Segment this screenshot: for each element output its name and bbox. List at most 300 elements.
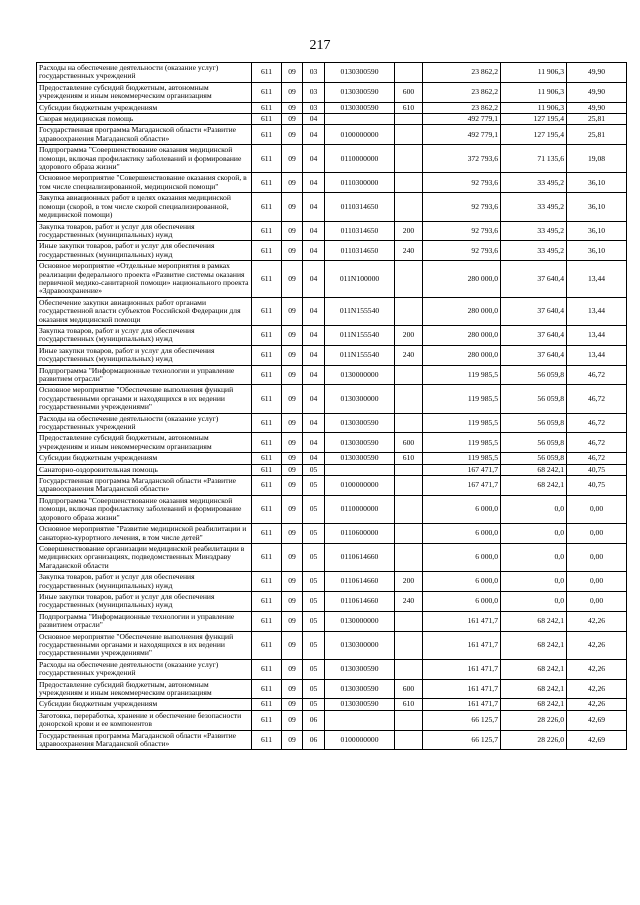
execution-percent: 42,26	[567, 659, 627, 679]
approved-amount: 23 862,2	[423, 82, 501, 102]
subsection-code: 05	[303, 476, 325, 496]
ministry-code: 611	[252, 413, 282, 433]
approved-amount: 161 471,7	[423, 659, 501, 679]
subsection-code: 04	[303, 433, 325, 453]
approved-amount: 6 000,0	[423, 495, 501, 523]
approved-amount: 492 779,1	[423, 125, 501, 145]
item-name: Основное мероприятие «Отдельные мероприятия в рамках реализации федерального проекта «Развитие системы оказания первичной медико-санитарной помощи» национального проекта «Здравоохранение»	[37, 261, 252, 298]
item-name: Расходы на обеспечение деятельности (оказание услуг) государственных учреждений	[37, 413, 252, 433]
item-name: Закупка авиационных работ в целях оказания медицинской помощи (скорой, в том числе скорой специализированной, медицинской помощи)	[37, 193, 252, 221]
approved-amount: 119 985,5	[423, 453, 501, 464]
executed-amount: 68 242,1	[501, 631, 567, 659]
approved-amount: 6 000,0	[423, 591, 501, 611]
target-article-code: 0110614660	[325, 591, 395, 611]
target-article-code: 0110314650	[325, 241, 395, 261]
expense-type-code	[395, 710, 423, 730]
target-article-code: 0130300590	[325, 699, 395, 710]
approved-amount: 492 779,1	[423, 114, 501, 125]
expense-type-code	[395, 385, 423, 413]
section-code: 09	[282, 699, 303, 710]
item-name: Государственная программа Магаданской области «Развитие здравоохранения Магаданской области»	[37, 730, 252, 750]
table-row	[37, 261, 627, 298]
executed-amount: 56 059,8	[501, 453, 567, 464]
table-row	[37, 114, 627, 125]
executed-amount: 33 495,2	[501, 173, 567, 193]
executed-amount: 127 195,4	[501, 125, 567, 145]
section-code: 09	[282, 82, 303, 102]
ministry-code: 611	[252, 591, 282, 611]
subsection-code: 04	[303, 365, 325, 385]
ministry-code: 611	[252, 464, 282, 475]
ministry-code: 611	[252, 631, 282, 659]
expense-type-code	[395, 543, 423, 571]
table-row	[37, 345, 627, 365]
execution-percent: 36,10	[567, 173, 627, 193]
ministry-code: 611	[252, 145, 282, 173]
ministry-code: 611	[252, 114, 282, 125]
ministry-code: 611	[252, 102, 282, 113]
item-name: Обеспечение закупки авиационных работ органами государственной власти субъектов Российской Федерации для оказания медицинской помощи	[37, 297, 252, 325]
executed-amount: 37 640,4	[501, 297, 567, 325]
item-name: Расходы на обеспечение деятельности (оказание услуг) государственных учреждений	[37, 659, 252, 679]
expense-type-code: 610	[395, 699, 423, 710]
item-name: Основное мероприятие "Совершенствование оказания скорой, в том числе специализированной, медицинской помощи"	[37, 173, 252, 193]
subsection-code: 06	[303, 710, 325, 730]
execution-percent: 46,72	[567, 413, 627, 433]
item-name: Подпрограмма "Информационные технологии и управление развитием отрасли"	[37, 365, 252, 385]
target-article-code: 0130300590	[325, 82, 395, 102]
ministry-code: 611	[252, 572, 282, 592]
execution-percent: 46,72	[567, 433, 627, 453]
execution-percent: 42,26	[567, 611, 627, 631]
execution-percent: 49,90	[567, 82, 627, 102]
executed-amount: 11 906,3	[501, 102, 567, 113]
section-code: 09	[282, 495, 303, 523]
executed-amount: 56 059,8	[501, 365, 567, 385]
expense-type-code: 200	[395, 572, 423, 592]
table-row	[37, 193, 627, 221]
subsection-code: 03	[303, 63, 325, 83]
ministry-code: 611	[252, 221, 282, 241]
expense-type-code	[395, 413, 423, 433]
approved-amount: 119 985,5	[423, 413, 501, 433]
executed-amount: 37 640,4	[501, 325, 567, 345]
execution-percent: 40,75	[567, 476, 627, 496]
expense-type-code: 600	[395, 433, 423, 453]
item-name: Закупка товаров, работ и услуг для обеспечения государственных (муниципальных) нужд	[37, 325, 252, 345]
table-row	[37, 679, 627, 699]
ministry-code: 611	[252, 543, 282, 571]
execution-percent: 13,44	[567, 261, 627, 298]
target-article-code: 0130300590	[325, 659, 395, 679]
section-code: 09	[282, 345, 303, 365]
table-row	[37, 524, 627, 544]
executed-amount: 68 242,1	[501, 464, 567, 475]
table-row	[37, 495, 627, 523]
subsection-code: 05	[303, 495, 325, 523]
item-name: Предоставление субсидий бюджетным, автономным учреждениям и иным некоммерческим организациям	[37, 679, 252, 699]
subsection-code: 05	[303, 611, 325, 631]
expense-type-code: 610	[395, 102, 423, 113]
approved-amount: 6 000,0	[423, 572, 501, 592]
target-article-code: 0100000000	[325, 476, 395, 496]
expense-type-code	[395, 730, 423, 750]
section-code: 09	[282, 524, 303, 544]
table-row	[37, 543, 627, 571]
table-row	[37, 173, 627, 193]
section-code: 09	[282, 591, 303, 611]
execution-percent: 36,10	[567, 221, 627, 241]
target-article-code: 0130300590	[325, 102, 395, 113]
executed-amount: 68 242,1	[501, 679, 567, 699]
section-code: 09	[282, 710, 303, 730]
executed-amount: 37 640,4	[501, 345, 567, 365]
target-article-code: 0110300000	[325, 173, 395, 193]
table-row	[37, 365, 627, 385]
expense-type-code	[395, 261, 423, 298]
approved-amount: 92 793,6	[423, 221, 501, 241]
approved-amount: 92 793,6	[423, 193, 501, 221]
target-article-code	[325, 710, 395, 730]
execution-percent: 25,81	[567, 114, 627, 125]
execution-percent: 49,90	[567, 102, 627, 113]
ministry-code: 611	[252, 125, 282, 145]
table-row	[37, 102, 627, 113]
expense-type-code	[395, 125, 423, 145]
section-code: 09	[282, 325, 303, 345]
section-code: 09	[282, 631, 303, 659]
expense-type-code: 240	[395, 591, 423, 611]
approved-amount: 6 000,0	[423, 543, 501, 571]
item-name: Основное мероприятие "Обеспечение выполнения функций государственными органами и находящихся в их ведении государственными учреждениями"	[37, 631, 252, 659]
item-name: Субсидии бюджетным учреждениям	[37, 453, 252, 464]
table-row	[37, 572, 627, 592]
execution-percent: 0,00	[567, 524, 627, 544]
execution-percent: 42,69	[567, 710, 627, 730]
approved-amount: 23 862,2	[423, 102, 501, 113]
expense-type-code	[395, 114, 423, 125]
subsection-code: 04	[303, 325, 325, 345]
subsection-code: 06	[303, 730, 325, 750]
expense-type-code: 240	[395, 241, 423, 261]
section-code: 09	[282, 173, 303, 193]
approved-amount: 280 000,0	[423, 297, 501, 325]
target-article-code: 0130000000	[325, 611, 395, 631]
executed-amount: 0,0	[501, 591, 567, 611]
executed-amount: 71 135,6	[501, 145, 567, 173]
target-article-code: 011N155540	[325, 297, 395, 325]
executed-amount: 11 906,3	[501, 63, 567, 83]
execution-percent: 0,00	[567, 495, 627, 523]
execution-percent: 42,26	[567, 699, 627, 710]
executed-amount: 0,0	[501, 495, 567, 523]
table-row	[37, 385, 627, 413]
target-article-code: 011N100000	[325, 261, 395, 298]
item-name: Государственная программа Магаданской области «Развитие здравоохранения Магаданской области»	[37, 125, 252, 145]
expense-type-code	[395, 63, 423, 83]
section-code: 09	[282, 385, 303, 413]
approved-amount: 92 793,6	[423, 241, 501, 261]
executed-amount: 56 059,8	[501, 413, 567, 433]
section-code: 09	[282, 102, 303, 113]
approved-amount: 66 125,7	[423, 710, 501, 730]
table-row	[37, 453, 627, 464]
executed-amount: 68 242,1	[501, 659, 567, 679]
subsection-code: 05	[303, 572, 325, 592]
subsection-code: 04	[303, 193, 325, 221]
execution-percent: 0,00	[567, 591, 627, 611]
ministry-code: 611	[252, 173, 282, 193]
approved-amount: 167 471,7	[423, 476, 501, 496]
expense-type-code	[395, 611, 423, 631]
execution-percent: 36,10	[567, 241, 627, 261]
execution-percent: 36,10	[567, 193, 627, 221]
target-article-code: 0100000000	[325, 125, 395, 145]
target-article-code: 0130300590	[325, 679, 395, 699]
target-article-code: 0130300590	[325, 433, 395, 453]
table-row	[37, 125, 627, 145]
expense-type-code	[395, 297, 423, 325]
subsection-code: 04	[303, 261, 325, 298]
ministry-code: 611	[252, 385, 282, 413]
executed-amount: 68 242,1	[501, 611, 567, 631]
section-code: 09	[282, 365, 303, 385]
item-name: Иные закупки товаров, работ и услуг для обеспечения государственных (муниципальных) нужд	[37, 241, 252, 261]
approved-amount: 6 000,0	[423, 524, 501, 544]
section-code: 09	[282, 241, 303, 261]
item-name: Предоставление субсидий бюджетным, автономным учреждениям и иным некоммерческим организациям	[37, 82, 252, 102]
section-code: 09	[282, 114, 303, 125]
subsection-code: 04	[303, 385, 325, 413]
target-article-code	[325, 464, 395, 475]
subsection-code: 05	[303, 524, 325, 544]
subsection-code: 04	[303, 114, 325, 125]
section-code: 09	[282, 125, 303, 145]
ministry-code: 611	[252, 82, 282, 102]
execution-percent: 46,72	[567, 385, 627, 413]
ministry-code: 611	[252, 261, 282, 298]
table-row	[37, 476, 627, 496]
ministry-code: 611	[252, 365, 282, 385]
approved-amount: 161 471,7	[423, 631, 501, 659]
subsection-code: 05	[303, 699, 325, 710]
expense-type-code	[395, 476, 423, 496]
section-code: 09	[282, 433, 303, 453]
expense-type-code: 610	[395, 453, 423, 464]
ministry-code: 611	[252, 453, 282, 464]
approved-amount: 66 125,7	[423, 730, 501, 750]
target-article-code: 0110314650	[325, 193, 395, 221]
section-code: 09	[282, 730, 303, 750]
subsection-code: 04	[303, 125, 325, 145]
execution-percent: 13,44	[567, 345, 627, 365]
table-row	[37, 82, 627, 102]
item-name: Основное мероприятие "Обеспечение выполнения функций государственными органами и находящихся в их ведении государственными учреждениями"	[37, 385, 252, 413]
ministry-code: 611	[252, 679, 282, 699]
executed-amount: 68 242,1	[501, 699, 567, 710]
expense-type-code	[395, 193, 423, 221]
execution-percent: 13,44	[567, 325, 627, 345]
executed-amount: 33 495,2	[501, 221, 567, 241]
section-code: 09	[282, 413, 303, 433]
ministry-code: 611	[252, 730, 282, 750]
ministry-code: 611	[252, 63, 282, 83]
executed-amount: 127 195,4	[501, 114, 567, 125]
subsection-code: 04	[303, 453, 325, 464]
ministry-code: 611	[252, 495, 282, 523]
execution-percent: 19,08	[567, 145, 627, 173]
section-code: 09	[282, 572, 303, 592]
table-row	[37, 730, 627, 750]
item-name: Расходы на обеспечение деятельности (оказание услуг) государственных учреждений	[37, 63, 252, 83]
ministry-code: 611	[252, 611, 282, 631]
item-name: Подпрограмма "Совершенствование оказания медицинской помощи, включая профилактику заболеваний и формирование здорового образа жизни"	[37, 495, 252, 523]
approved-amount: 280 000,0	[423, 261, 501, 298]
subsection-code: 04	[303, 145, 325, 173]
expense-type-code: 200	[395, 221, 423, 241]
expense-type-code: 200	[395, 325, 423, 345]
target-article-code: 0110000000	[325, 495, 395, 523]
target-article-code: 011N155540	[325, 345, 395, 365]
item-name: Субсидии бюджетным учреждениям	[37, 102, 252, 113]
expense-type-code	[395, 464, 423, 475]
approved-amount: 280 000,0	[423, 345, 501, 365]
table-row	[37, 710, 627, 730]
table-row	[37, 241, 627, 261]
section-code: 09	[282, 297, 303, 325]
item-name: Закупка товаров, работ и услуг для обеспечения государственных (муниципальных) нужд	[37, 221, 252, 241]
item-name: Подпрограмма "Информационные технологии и управление развитием отрасли"	[37, 611, 252, 631]
executed-amount: 33 495,2	[501, 193, 567, 221]
execution-percent: 46,72	[567, 453, 627, 464]
item-name: Иные закупки товаров, работ и услуг для обеспечения государственных (муниципальных) нужд	[37, 591, 252, 611]
section-code: 09	[282, 476, 303, 496]
subsection-code: 04	[303, 221, 325, 241]
ministry-code: 611	[252, 433, 282, 453]
subsection-code: 04	[303, 345, 325, 365]
expense-type-code	[395, 495, 423, 523]
section-code: 09	[282, 543, 303, 571]
table-row	[37, 63, 627, 83]
target-article-code: 0110614660	[325, 543, 395, 571]
approved-amount: 119 985,5	[423, 433, 501, 453]
executed-amount: 11 906,3	[501, 82, 567, 102]
executed-amount: 28 226,0	[501, 730, 567, 750]
execution-percent: 42,26	[567, 631, 627, 659]
executed-amount: 0,0	[501, 524, 567, 544]
ministry-code: 611	[252, 297, 282, 325]
subsection-code: 03	[303, 82, 325, 102]
expense-type-code	[395, 145, 423, 173]
expense-type-code	[395, 365, 423, 385]
execution-percent: 0,00	[567, 572, 627, 592]
target-article-code: 0110600000	[325, 524, 395, 544]
executed-amount: 56 059,8	[501, 385, 567, 413]
approved-amount: 119 985,5	[423, 365, 501, 385]
target-article-code: 0110614660	[325, 572, 395, 592]
execution-percent: 13,44	[567, 297, 627, 325]
section-code: 09	[282, 611, 303, 631]
table-row	[37, 221, 627, 241]
table-row	[37, 631, 627, 659]
subsection-code: 04	[303, 173, 325, 193]
section-code: 09	[282, 453, 303, 464]
subsection-code: 05	[303, 464, 325, 475]
approved-amount: 167 471,7	[423, 464, 501, 475]
section-code: 09	[282, 63, 303, 83]
execution-percent: 42,69	[567, 730, 627, 750]
ministry-code: 611	[252, 325, 282, 345]
subsection-code: 05	[303, 591, 325, 611]
budget-table	[36, 62, 627, 750]
item-name: Санаторно-оздоровительная помощь	[37, 464, 252, 475]
expense-type-code	[395, 659, 423, 679]
target-article-code: 0130000000	[325, 365, 395, 385]
item-name: Предоставление субсидий бюджетным, автономным учреждениям и иным некоммерческим организациям	[37, 433, 252, 453]
target-article-code: 0130300000	[325, 631, 395, 659]
item-name: Заготовка, переработка, хранение и обеспечение безопасности донорской крови и ее компонентов	[37, 710, 252, 730]
item-name: Совершенствование организации медицинской реабилитации в медицинских организациях, подведомственных Минздраву Магаданской области	[37, 543, 252, 571]
approved-amount: 23 862,2	[423, 63, 501, 83]
execution-percent: 49,90	[567, 63, 627, 83]
expense-type-code: 240	[395, 345, 423, 365]
item-name: Иные закупки товаров, работ и услуг для обеспечения государственных (муниципальных) нужд	[37, 345, 252, 365]
target-article-code: 0110314650	[325, 221, 395, 241]
ministry-code: 611	[252, 345, 282, 365]
section-code: 09	[282, 679, 303, 699]
target-article-code	[325, 114, 395, 125]
subsection-code: 05	[303, 543, 325, 571]
executed-amount: 37 640,4	[501, 261, 567, 298]
item-name: Скорая медицинская помощь	[37, 114, 252, 125]
section-code: 09	[282, 659, 303, 679]
target-article-code: 011N155540	[325, 325, 395, 345]
section-code: 09	[282, 145, 303, 173]
ministry-code: 611	[252, 524, 282, 544]
table-row	[37, 464, 627, 475]
section-code: 09	[282, 193, 303, 221]
approved-amount: 161 471,7	[423, 611, 501, 631]
approved-amount: 119 985,5	[423, 385, 501, 413]
item-name: Субсидии бюджетным учреждениям	[37, 699, 252, 710]
executed-amount: 33 495,2	[501, 241, 567, 261]
table-row	[37, 659, 627, 679]
section-code: 09	[282, 261, 303, 298]
ministry-code: 611	[252, 476, 282, 496]
item-name: Подпрограмма "Совершенствование оказания медицинской помощи, включая профилактику заболеваний и формирование здорового образа жизни"	[37, 145, 252, 173]
subsection-code: 04	[303, 297, 325, 325]
table-row	[37, 413, 627, 433]
ministry-code: 611	[252, 193, 282, 221]
table-row	[37, 145, 627, 173]
execution-percent: 0,00	[567, 543, 627, 571]
execution-percent: 25,81	[567, 125, 627, 145]
approved-amount: 92 793,6	[423, 173, 501, 193]
subsection-code: 04	[303, 413, 325, 433]
table-row	[37, 325, 627, 345]
executed-amount: 0,0	[501, 543, 567, 571]
executed-amount: 0,0	[501, 572, 567, 592]
expense-type-code	[395, 631, 423, 659]
target-article-code: 0130300590	[325, 63, 395, 83]
execution-percent: 42,26	[567, 679, 627, 699]
approved-amount: 372 793,6	[423, 145, 501, 173]
table-row	[37, 591, 627, 611]
item-name: Основное мероприятие "Развитие медицинской реабилитации и санаторно-курортного лечения, в том числе детей"	[37, 524, 252, 544]
subsection-code: 05	[303, 631, 325, 659]
target-article-code: 0100000000	[325, 730, 395, 750]
item-name: Государственная программа Магаданской области «Развитие здравоохранения Магаданской области»	[37, 476, 252, 496]
